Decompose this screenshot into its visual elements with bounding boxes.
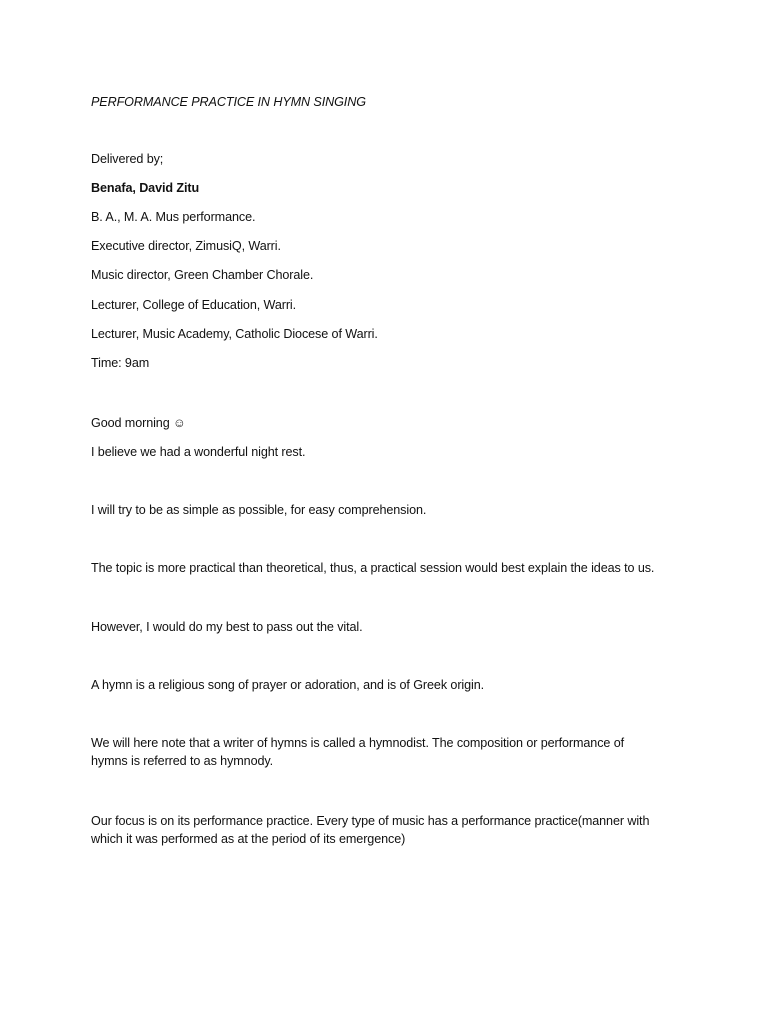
paragraph: I believe we had a wonderful night rest.: [91, 445, 306, 459]
paragraph-line: We will here note that a writer of hymns is called a hymnodist. The composition or performance of: [91, 736, 625, 750]
paragraph: I will try to be as simple as possible, for easy comprehension.: [91, 503, 427, 517]
credential-line: Music director, Green Chamber Chorale.: [91, 268, 314, 282]
document-title: PERFORMANCE PRACTICE IN HYMN SINGING: [91, 95, 366, 109]
paragraph: However, I would do my best to pass out the vital.: [91, 620, 363, 634]
paragraph-line: hymns is referred to as hymnody.: [91, 754, 274, 768]
paragraph-line: Our focus is on its performance practice. Every type of music has a performance practice(manner with: [91, 814, 650, 828]
paragraph-line: which it was performed as at the period of its emergence): [91, 832, 406, 846]
speaker-name: Benafa, David Zitu: [91, 181, 200, 195]
credential-line: B. A., M. A. Mus performance.: [91, 210, 256, 224]
greeting-line: Good morning ☺: [91, 416, 186, 430]
delivered-by-label: Delivered by;: [91, 152, 164, 166]
paragraph: The topic is more practical than theoretical, thus, a practical session would best explain the ideas to us.: [91, 561, 655, 575]
credential-line: Lecturer, Music Academy, Catholic Diocese of Warri.: [91, 327, 378, 341]
credential-line: Lecturer, College of Education, Warri.: [91, 298, 297, 312]
credential-line: Executive director, ZimusiQ, Warri.: [91, 239, 281, 253]
paragraph: A hymn is a religious song of prayer or adoration, and is of Greek origin.: [91, 678, 485, 692]
time-line: Time: 9am: [91, 356, 150, 370]
